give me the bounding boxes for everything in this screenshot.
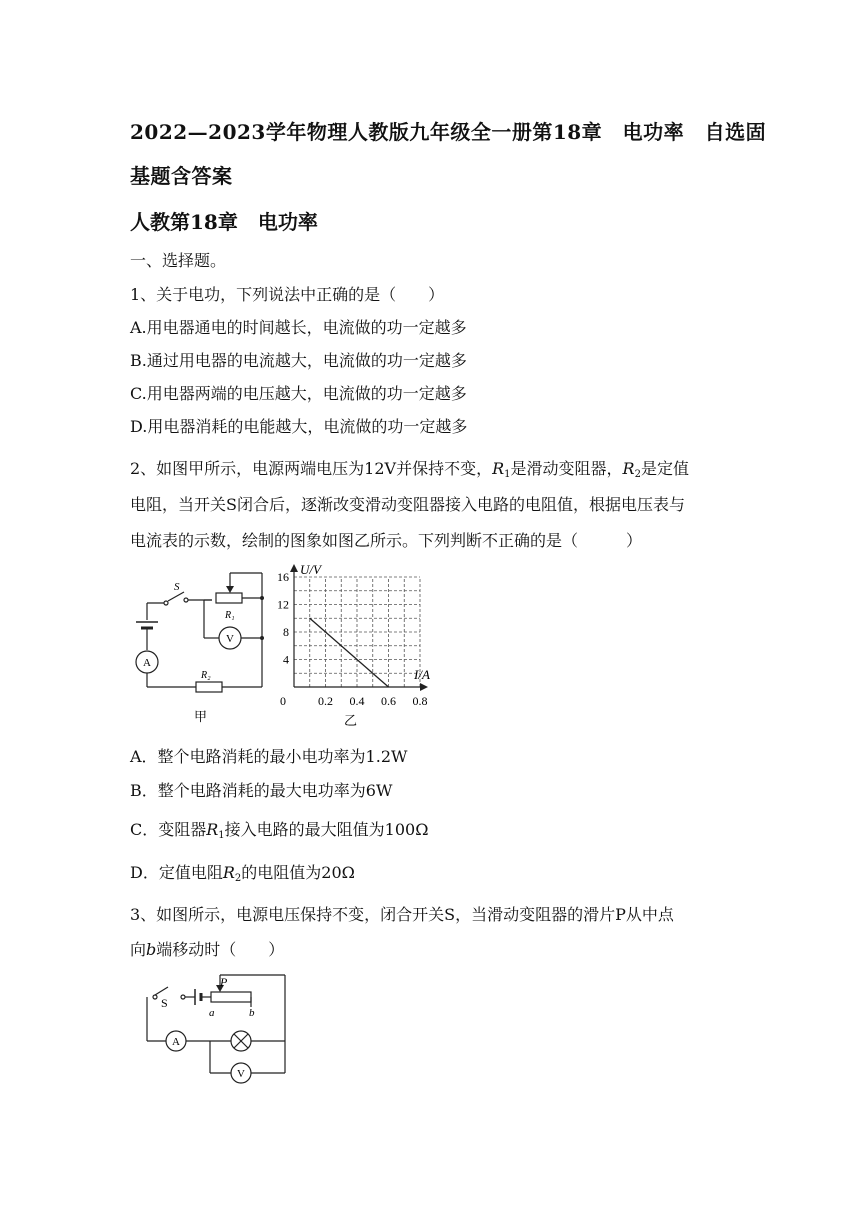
x-axis-label: I/A	[414, 667, 430, 682]
r2-label: R₂	[201, 670, 211, 681]
q2-stem-b: 是滑动变阻器，	[510, 459, 623, 478]
x-tick-label: 0.6	[381, 694, 396, 708]
doc-title-line2: 基题含答案	[130, 164, 233, 188]
ammeter-label: A	[143, 657, 151, 669]
q2-r1: R	[492, 459, 505, 478]
switch-contact	[184, 598, 188, 602]
q2-option-c	[130, 817, 428, 841]
switch-blade	[155, 987, 168, 995]
q2-option-d-pre: D．定值电阻	[130, 863, 223, 882]
series-line	[310, 618, 389, 687]
ammeter-label: A	[172, 1036, 180, 1048]
switch-label: S	[174, 581, 180, 593]
q2-option-d-r: R	[222, 863, 235, 882]
q2-ui-graph	[270, 562, 442, 732]
q2-option-c-pre: C．变阻器	[130, 820, 207, 839]
q3-stem-line1: 3、如图所示，电源电压保持不变，闭合开关S，当滑动变阻器的滑片P从中点	[130, 905, 674, 924]
q2-stem-a: 2、如图甲所示，电源两端电压为12V并保持不变，	[130, 459, 493, 478]
q3-circuit-diagram	[135, 970, 295, 1088]
junction-dot	[260, 636, 264, 640]
q3-stem-b: b	[146, 940, 157, 959]
q3-stem-a: 向	[130, 940, 147, 959]
q2-stem-line3: 电流表的示数，绘制的图象如图乙所示。下列判断不正确的是（ ）	[130, 531, 643, 550]
q3-stem-line2	[130, 937, 284, 960]
doc-title-line1: 2022—2023学年物理人教版九年级全一册第18章 电功率 自选固	[130, 120, 767, 144]
q1-option-b: B.通过用电器的电流越大，电流做的功一定越多	[130, 351, 467, 370]
switch-contact	[181, 995, 185, 999]
r1-resistor	[216, 593, 242, 603]
q2-stem-line1	[130, 456, 689, 480]
q2-option-c-r: R	[206, 820, 219, 839]
q2-r2-sub: 2	[634, 469, 641, 480]
section-heading: 人教第18章 电功率	[130, 210, 318, 234]
q1-option-d: D.用电器消耗的电能越大，电流做的功一定越多	[130, 417, 468, 436]
origin-label: 0	[280, 694, 286, 708]
q2-option-d-sub: 2	[234, 873, 242, 884]
y-axis-label: U/V	[300, 562, 321, 577]
q2-r1-sub: 1	[504, 469, 511, 480]
y-tick-label: 16	[277, 570, 289, 584]
q2-option-c-sub: 1	[218, 830, 225, 841]
q2-r2: R	[622, 459, 635, 478]
part-heading: 一、选择题。	[130, 251, 227, 270]
q2-stem-line2: 电阻，当开关S闭合后，逐渐改变滑动变阻器接入电路的电阻值，根据电压表与	[130, 495, 685, 514]
y-axis-arrow	[290, 564, 298, 572]
q2-circuit-diagram	[128, 568, 273, 728]
rheostat	[211, 992, 251, 1002]
q2-option-d-post: 的电阻值为20Ω	[241, 863, 355, 882]
a-label: a	[209, 1007, 215, 1019]
slider-arrow	[226, 586, 234, 593]
x-tick-label: 0.2	[318, 694, 333, 708]
switch-contact	[164, 601, 168, 605]
y-tick-label: 8	[283, 625, 289, 639]
fig-b-caption: 乙	[344, 713, 358, 728]
switch-label: S	[161, 996, 168, 1010]
fig-a-caption: 甲	[194, 709, 208, 724]
junction-dot	[260, 596, 264, 600]
r1-label: R₁	[225, 610, 235, 621]
y-tick-label: 12	[277, 597, 289, 612]
switch-contact	[153, 995, 157, 999]
voltmeter-label: V	[226, 633, 234, 645]
voltmeter-label: V	[237, 1068, 245, 1080]
y-tick-label: 4	[283, 652, 289, 667]
q3-stem-c: 端移动时（ ）	[156, 940, 285, 959]
x-tick-label: 0.4	[349, 694, 365, 708]
q2-option-d	[130, 860, 355, 884]
x-tick-label: 0.8	[412, 694, 428, 708]
q2-option-a: A．整个电路消耗的最小电功率为1.2W	[130, 747, 408, 766]
r2-resistor	[196, 682, 222, 692]
b-label: b	[249, 1007, 255, 1019]
q1-stem: 1、关于电功，下列说法中正确的是（ ）	[130, 285, 445, 304]
q1-option-a: A.用电器通电的时间越长，电流做的功一定越多	[130, 318, 467, 337]
q1-option-c: C.用电器两端的电压越大，电流做的功一定越多	[130, 384, 467, 403]
q2-option-c-post: 接入电路的最大阻值为100Ω	[224, 820, 429, 839]
p-label: P	[220, 975, 228, 989]
x-axis-arrow	[420, 683, 428, 691]
q2-stem-c: 是定值	[640, 459, 689, 478]
q2-option-b: B．整个电路消耗的最大电功率为6W	[130, 781, 393, 800]
switch-blade	[168, 592, 184, 601]
